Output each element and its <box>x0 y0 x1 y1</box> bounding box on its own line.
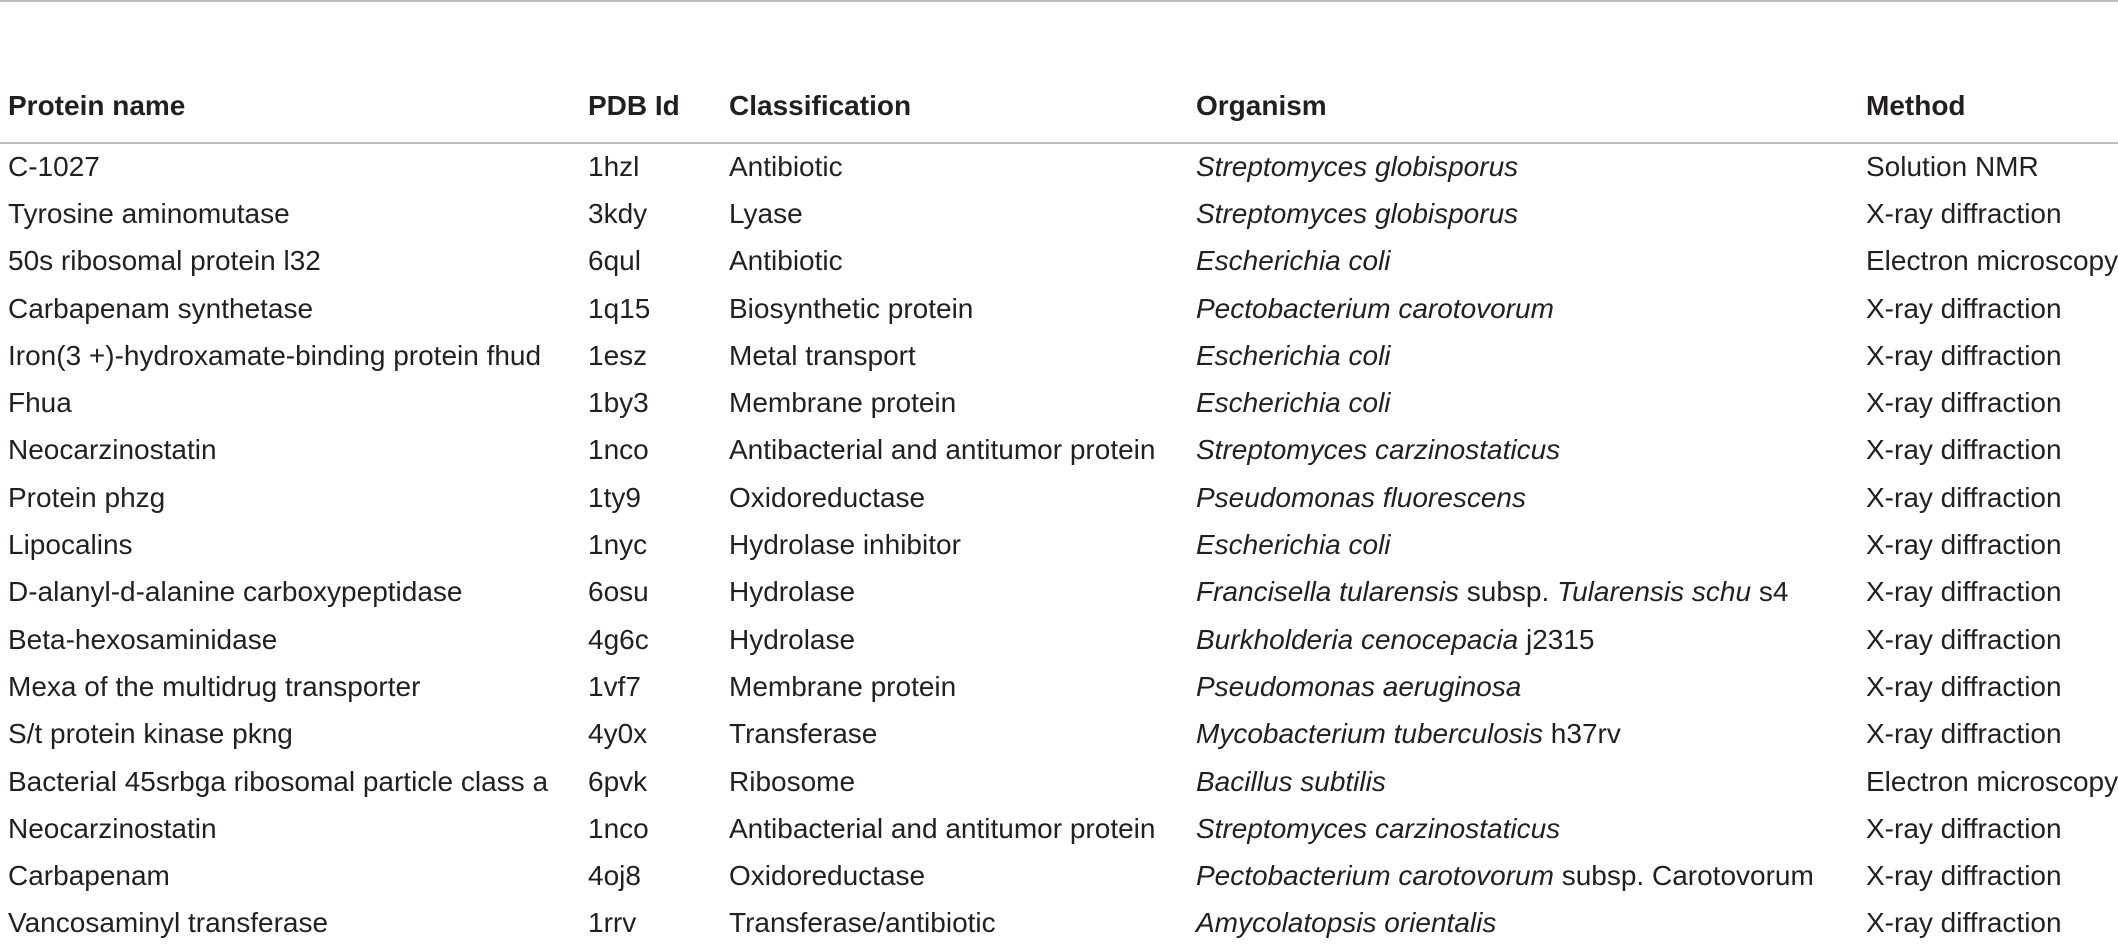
organism-italic-part: Streptomyces carzinostaticus <box>1196 812 1561 844</box>
organism-italic-part: Escherichia coli <box>1196 529 1391 561</box>
cell-pdb-id: 6qul <box>588 245 641 277</box>
top-rule <box>0 1 2118 69</box>
header-method: Method <box>1858 69 2118 143</box>
cell-organism <box>1188 474 1858 521</box>
organism-italic-part: Pseudomonas fluorescens <box>1196 481 1526 513</box>
cell-classification: Oxidoreductase <box>729 481 926 513</box>
table-row <box>0 663 2118 710</box>
organism-italic-part: Amycolatopsis orientalis <box>1196 907 1497 939</box>
cell-pdb-id: 1nco <box>588 812 649 844</box>
organism-italic-part: Francisella tularensis <box>1196 576 1459 608</box>
table-row <box>0 238 2118 285</box>
table-body <box>0 143 2118 947</box>
cell-pdb-id: 1vf7 <box>588 670 641 702</box>
table-row <box>0 190 2118 237</box>
cell-protein-name: C-1027 <box>8 151 100 183</box>
cell-classification: Antibacterial and antitumor protein <box>729 434 1156 466</box>
cell-organism <box>1188 711 1858 758</box>
cell-pdb-id: 4g6c <box>588 623 649 655</box>
cell-method: X-ray diffraction <box>1866 481 2062 513</box>
table-row <box>0 143 2118 190</box>
cell-protein-name: Bacterial 45srbga ribosomal particle class a <box>8 765 549 797</box>
cell-pdb-id: 1rrv <box>588 907 637 939</box>
cell-classification: Hydrolase <box>729 576 856 608</box>
cell-protein-name: Fhua <box>8 387 72 419</box>
organism-roman-part: s4 <box>1751 576 1789 608</box>
cell-organism <box>1188 852 1858 899</box>
cell-method: X-ray diffraction <box>1866 860 2062 892</box>
cell-classification: Hydrolase inhibitor <box>729 529 961 561</box>
cell-organism <box>1188 521 1858 568</box>
cell-method: X-ray diffraction <box>1866 434 2062 466</box>
cell-organism <box>1188 285 1858 332</box>
organism-italic-part: Streptomyces carzinostaticus <box>1196 434 1561 466</box>
cell-pdb-id: 1nyc <box>588 529 648 561</box>
table-header <box>0 1 2118 143</box>
cell-method: X-ray diffraction <box>1866 387 2062 419</box>
cell-organism <box>1188 663 1858 710</box>
organism-italic-part: Streptomyces globisporus <box>1196 197 1519 229</box>
cell-organism <box>1188 143 1858 190</box>
cell-pdb-id: 1ty9 <box>588 481 641 513</box>
table-row <box>0 332 2118 379</box>
cell-pdb-id: 6osu <box>588 576 649 608</box>
cell-organism <box>1188 379 1858 426</box>
organism-italic-part: Streptomyces globisporus <box>1196 151 1519 183</box>
cell-pdb-id: 4oj8 <box>588 860 641 892</box>
cell-protein-name: Vancosaminyl transferase <box>8 907 329 939</box>
table-row <box>0 711 2118 758</box>
organism-italic-part: Pectobacterium carotovorum <box>1196 292 1554 324</box>
cell-organism <box>1188 805 1858 852</box>
cell-classification: Lyase <box>729 197 803 229</box>
cell-method: X-ray diffraction <box>1866 718 2062 750</box>
cell-protein-name: Iron(3 +)-hydroxamate-binding protein fhud <box>8 339 542 371</box>
cell-organism <box>1188 190 1858 237</box>
cell-organism <box>1188 332 1858 379</box>
cell-method: X-ray diffraction <box>1866 670 2062 702</box>
cell-classification: Oxidoreductase <box>729 860 926 892</box>
cell-protein-name: Neocarzinostatin <box>8 434 217 466</box>
organism-roman-part: subsp. Carotovorum <box>1553 860 1814 892</box>
cell-method: X-ray diffraction <box>1866 292 2062 324</box>
organism-italic-part: Pectobacterium carotovorum <box>1196 860 1554 892</box>
cell-protein-name: D-alanyl-d-alanine carboxypeptidase <box>8 576 463 608</box>
cell-classification: Hydrolase <box>729 623 856 655</box>
header-pdb-id: PDB Id <box>580 69 721 143</box>
cell-organism <box>1188 900 1858 947</box>
table-row <box>0 521 2118 568</box>
table-row <box>0 616 2118 663</box>
cell-classification: Antibiotic <box>729 245 843 277</box>
cell-method: X-ray diffraction <box>1866 623 2062 655</box>
cell-pdb-id: 4y0x <box>588 718 648 750</box>
table-row <box>0 852 2118 899</box>
cell-classification: Transferase <box>729 718 878 750</box>
organism-italic-part: Mycobacterium tuberculosis <box>1196 718 1544 750</box>
header-classification: Classification <box>721 69 1188 143</box>
cell-protein-name: Carbapenam <box>8 860 170 892</box>
cell-pdb-id: 1q15 <box>588 292 651 324</box>
cell-organism <box>1188 616 1858 663</box>
cell-organism <box>1188 569 1858 616</box>
cell-protein-name: Lipocalins <box>8 529 133 561</box>
cell-organism <box>1188 238 1858 285</box>
organism-italic-part: Bacillus subtilis <box>1196 765 1386 797</box>
organism-italic-part: Tularensis schu <box>1557 576 1752 608</box>
table-row <box>0 900 2118 947</box>
header-organism: Organism <box>1188 69 1858 143</box>
table-row <box>0 285 2118 332</box>
cell-method: X-ray diffraction <box>1866 197 2062 229</box>
cell-organism <box>1188 427 1858 474</box>
header-row <box>0 69 2118 143</box>
cell-pdb-id: 1by3 <box>588 387 649 419</box>
cell-pdb-id: 1esz <box>588 339 648 371</box>
organism-italic-part: Escherichia coli <box>1196 387 1391 419</box>
organism-italic-part: Escherichia coli <box>1196 339 1391 371</box>
table-row <box>0 427 2118 474</box>
cell-pdb-id: 1nco <box>588 434 649 466</box>
cell-method: Electron microscopy <box>1866 245 2118 277</box>
organism-roman-part: subsp. <box>1459 576 1558 608</box>
cell-method: X-ray diffraction <box>1866 529 2062 561</box>
cell-method: X-ray diffraction <box>1866 907 2062 939</box>
cell-protein-name: Neocarzinostatin <box>8 812 217 844</box>
cell-method: X-ray diffraction <box>1866 812 2062 844</box>
cell-classification: Biosynthetic protein <box>729 292 974 324</box>
cell-method: X-ray diffraction <box>1866 339 2062 371</box>
table-row <box>0 379 2118 426</box>
cell-classification: Membrane protein <box>729 387 957 419</box>
cell-protein-name: S/t protein kinase pkng <box>8 718 293 750</box>
cell-method: Electron microscopy <box>1866 765 2118 797</box>
table-row <box>0 758 2118 805</box>
cell-protein-name: Protein phzg <box>8 481 166 513</box>
cell-classification: Metal transport <box>729 339 916 371</box>
table-row <box>0 569 2118 616</box>
cell-classification: Transferase/antibiotic <box>729 907 996 939</box>
cell-protein-name: Beta-hexosaminidase <box>8 623 278 655</box>
header-protein-name: Protein name <box>0 69 580 143</box>
cell-method: Solution NMR <box>1866 151 2039 183</box>
cell-protein-name: Mexa of the multidrug transporter <box>8 670 421 702</box>
cell-classification: Antibacterial and antitumor protein <box>729 812 1156 844</box>
cell-organism <box>1188 758 1858 805</box>
cell-pdb-id: 3kdy <box>588 197 648 229</box>
organism-roman-part: h37rv <box>1543 718 1621 750</box>
cell-classification: Antibiotic <box>729 151 843 183</box>
cell-pdb-id: 1hzl <box>588 151 640 183</box>
cell-protein-name: Tyrosine aminomutase <box>8 197 290 229</box>
cell-method: X-ray diffraction <box>1866 576 2062 608</box>
cell-classification: Membrane protein <box>729 670 957 702</box>
organism-roman-part: j2315 <box>1518 623 1595 655</box>
cell-pdb-id: 6pvk <box>588 765 648 797</box>
cell-classification: Ribosome <box>729 765 856 797</box>
organism-italic-part: Pseudomonas aeruginosa <box>1196 670 1522 702</box>
organism-italic-part: Burkholderia cenocepacia <box>1196 623 1519 655</box>
table-row <box>0 805 2118 852</box>
cell-protein-name: 50s ribosomal protein l32 <box>8 245 321 277</box>
cell-protein-name: Carbapenam synthetase <box>8 292 314 324</box>
organism-italic-part: Escherichia coli <box>1196 245 1391 277</box>
table-row <box>0 474 2118 521</box>
